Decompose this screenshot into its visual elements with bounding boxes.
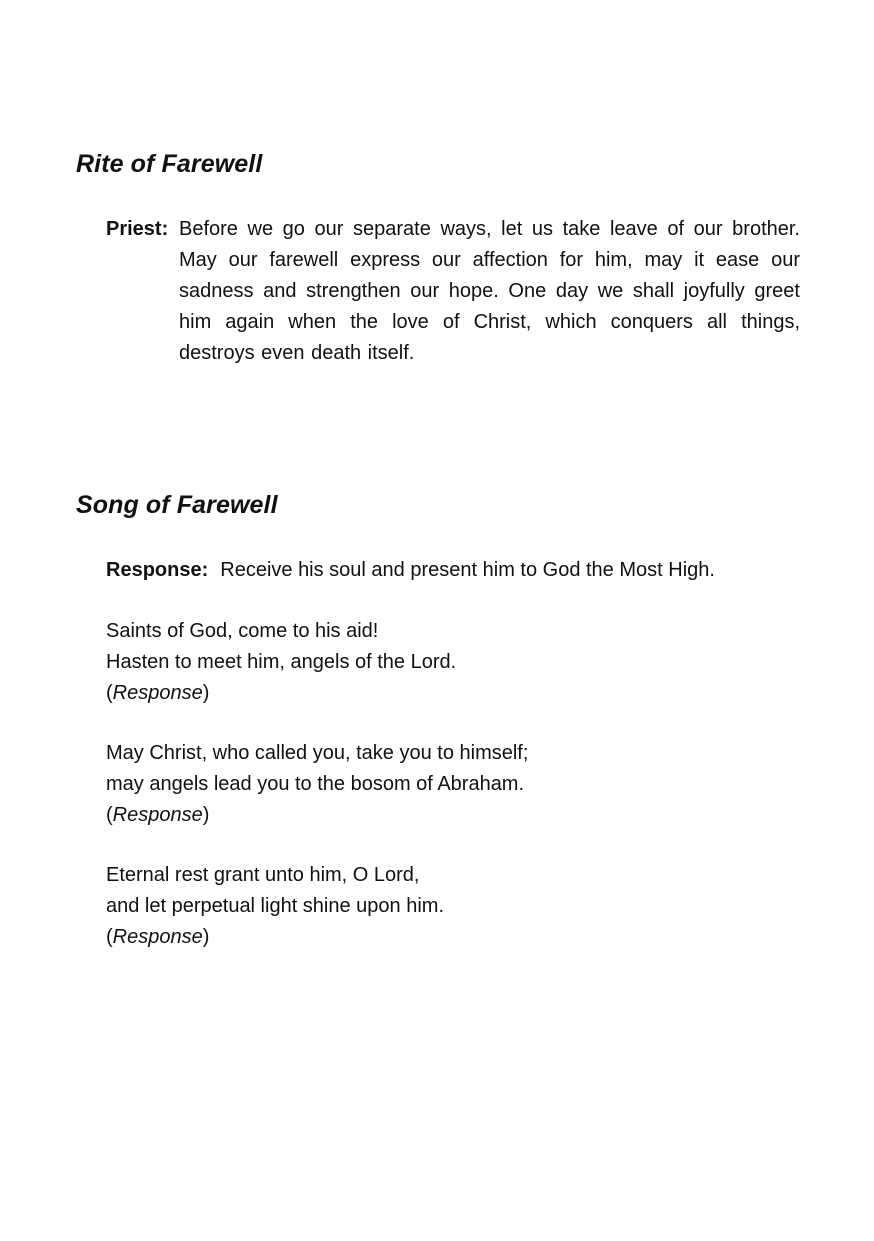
priest-text: Before we go our separate ways, let us take leave of our brother. May our farewell express our affection for him, may it ease our sadness and strengthen our hope. One day we shall joyfully greet him again when the love of Christ, which conquers all things, destroys even death itself. [179,218,800,364]
stanza-response: (Response) [106,682,210,704]
response-line [106,555,715,586]
stanza-1 [106,616,456,709]
response-label: Response: [106,559,209,581]
stanza-3 [106,860,444,953]
stanza-line: May Christ, who called you, take you to himself; [106,742,529,764]
stanza-response-word: Response [112,926,203,948]
rite-of-farewell-heading: Rite of Farewell [76,150,263,178]
stanza-line: may angels lead you to the bosom of Abraham. [106,773,525,795]
stanza-2 [106,738,528,831]
priest-paragraph [106,214,800,369]
stanza-line: Eternal rest grant unto him, O Lord, [106,864,420,886]
stanza-line: Saints of God, come to his aid! [106,620,379,642]
response-text: Receive his soul and present him to God the Most High. [220,559,715,581]
song-of-farewell-heading: Song of Farewell [76,491,278,519]
stanza-response-word: Response [112,682,203,704]
stanza-response: (Response) [106,804,210,826]
stanza-line: Hasten to meet him, angels of the Lord. [106,651,457,673]
stanza-response: (Response) [106,926,210,948]
stanza-line: and let perpetual light shine upon him. [106,895,445,917]
stanza-response-word: Response [112,804,203,826]
priest-label: Priest: [106,218,169,240]
